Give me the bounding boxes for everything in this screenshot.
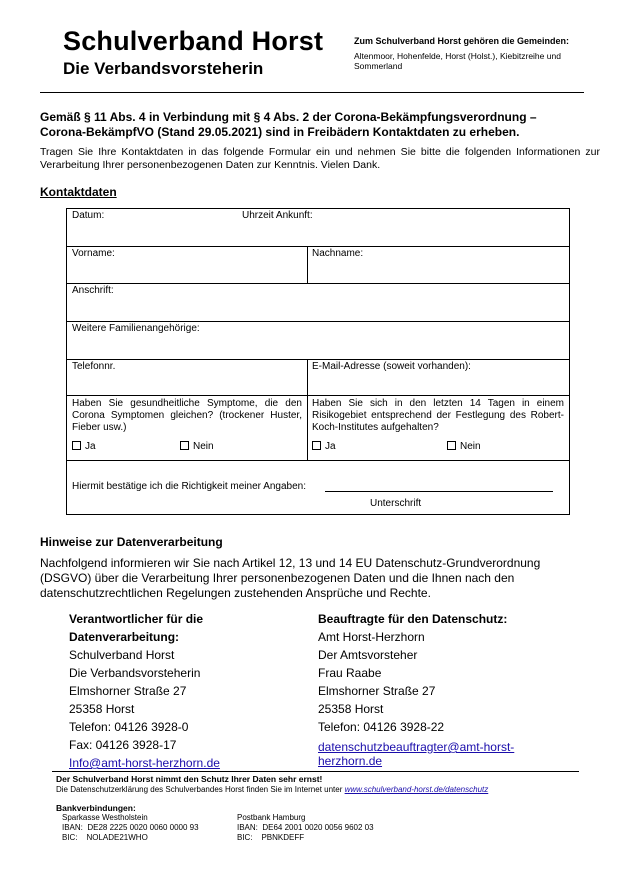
bank-name: Sparkasse Westholstein [62,813,148,822]
responsible-email-link[interactable]: Info@amt-horst-herzhorn.de [69,756,220,770]
iban-value: DE28 2225 0020 0060 0000 93 [87,823,199,832]
footer-statement: Der Schulverband Horst nimmt den Schutz Ihrer Daten sehr ernst! [56,774,323,784]
form-divider [67,283,569,284]
confirmation-text: Hiermit bestätige ich die Richtigkeit meiner Angaben: [72,481,307,492]
dpo-phone: Telefon: 04126 3928-22 [318,720,445,734]
municipalities-label: Zum Schulverband Horst gehören die Gemeinden: [354,36,570,46]
dpo-line: Der Amtsvorsteher [318,648,418,662]
footer-privacy-note [56,785,488,794]
municipalities-list: Altenmoor, Hohenfelde, Horst (Holst.), Kiebitzreihe und Sommerland [354,51,561,71]
risk-ja-option[interactable] [312,441,336,453]
contact-form [66,208,570,515]
bic-value: PBNKDEFF [261,833,305,842]
bank-heading: Bankverbindungen: [56,803,136,813]
dpo-title: Beauftragte für den Datenschutz: [318,612,508,626]
form-divider [67,460,569,461]
uhrzeit-field[interactable]: Uhrzeit Ankunft: [242,210,313,221]
risk-nein-option[interactable] [447,441,481,453]
dpo-email-part[interactable]: herzhorn.de [318,754,383,768]
form-divider [67,321,569,322]
iban-value: DE64 2001 0020 0056 9602 03 [262,823,374,832]
bank-postbank [237,813,374,843]
responsible-line: Elmshorner Straße 27 [69,684,187,698]
checkbox-icon[interactable] [72,441,81,450]
dpo-block [318,610,568,768]
responsible-line: Schulverband Horst [69,648,175,662]
signature-line[interactable] [325,491,553,492]
telefon-field[interactable]: Telefonnr. [72,361,116,372]
option-label: Ja [325,441,336,452]
iban-label: IBAN: [62,823,83,832]
vorname-field[interactable]: Vorname: [72,248,115,259]
form-divider [67,246,569,247]
dpo-line: Elmshorner Straße 27 [318,684,436,698]
datum-field[interactable]: Datum: [72,210,105,221]
form-column-divider [307,246,308,283]
checkbox-icon[interactable] [447,441,456,450]
responsible-block [69,610,299,772]
symptoms-nein-option[interactable] [180,441,214,453]
signature-label: Unterschrift [370,498,422,509]
iban-label: IBAN: [237,823,258,832]
familie-field[interactable]: Weitere Familienangehörige: [72,323,200,334]
responsible-fax: Fax: 04126 3928-17 [69,738,177,752]
responsible-line: Die Verbandsvorsteherin [69,666,201,680]
option-label: Nein [460,441,481,452]
footer-divider [52,771,579,772]
responsible-title: Verantwortlicher für die [69,612,204,626]
form-heading: Kontaktdaten [40,185,117,199]
responsible-phone: Telefon: 04126 3928-0 [69,720,189,734]
anschrift-field[interactable]: Anschrift: [72,285,114,296]
footer-privacy-text: Die Datenschutzerklärung des Schulverbandes Horst finden Sie im Internet unter [56,785,343,794]
bic-value: NOLADE21WHO [86,833,148,842]
bank-sparkasse [62,813,199,843]
responsible-line: 25358 Horst [69,702,135,716]
email-field[interactable]: E-Mail-Adresse (soweit vorhanden): [312,361,471,372]
checkbox-icon[interactable] [312,441,321,450]
privacy-policy-link[interactable]: www.schulverband-horst.de/datenschutz [344,785,489,794]
checkbox-icon[interactable] [180,441,189,450]
dpo-line: 25358 Horst [318,702,384,716]
nachname-field[interactable]: Nachname: [312,248,364,259]
bic-label: BIC: [237,833,253,842]
page-title: Schulverband Horst [63,26,324,56]
option-label: Ja [85,441,96,452]
bank-name: Postbank Hamburg [237,813,306,822]
dpo-line: Amt Horst-Herzhorn [318,630,425,644]
risk-area-question: Haben Sie sich in den letzten 14 Tagen in einem Risikogebiet entsprechend der Festlegung des Robert-Koch-Institutes aufgehalten? [312,398,564,433]
privacy-heading: Hinweise zur Datenverarbeitung [40,535,223,549]
header-divider [40,92,584,93]
instruction-text: Tragen Sie Ihre Kontaktdaten in das folgende Formular ein und nehmen Sie bitte die folgenden Informationen zur Verarbeitung Ihrer personenbezogenen Daten zur Kenntnis. Vielen Dank. [40,146,600,171]
responsible-title: Datenverarbeitung: [69,630,180,644]
page-subtitle: Die Verbandsvorsteherin [63,59,264,78]
symptoms-question: Haben Sie gesundheitliche Symptome, die den Corona Symptomen gleichen? (trockener Huster, Fieber usw.) [72,398,302,433]
bic-label: BIC: [62,833,78,842]
form-column-divider [307,359,308,460]
form-divider [67,395,569,396]
dpo-email-part[interactable]: datenschutzbeauftragter@amt-horst- [318,740,515,754]
symptoms-ja-option[interactable] [72,441,96,453]
privacy-text: Nachfolgend informieren wir Sie nach Artikel 12, 13 und 14 EU Datenschutz-Grundverordnung (DSGVO) über die Verarbeitung Ihrer personenbezogenen Daten und die Ihnen nach den datenschutzrechtlichen Regelungen zustehenden Ansprüche und Rechte. [40,556,541,600]
option-label: Nein [193,441,214,452]
dpo-line: Frau Raabe [318,666,382,680]
form-divider [67,359,569,360]
dpo-email-link[interactable] [318,740,568,768]
legal-notice: Gemäß § 11 Abs. 4 in Verbindung mit § 4 Abs. 2 der Corona-Bekämpfungsverordnung – Corona-BekämpfVO (Stand 29.05.2021) sind in Freibädern Kontaktdaten zu erheben. [40,110,537,139]
